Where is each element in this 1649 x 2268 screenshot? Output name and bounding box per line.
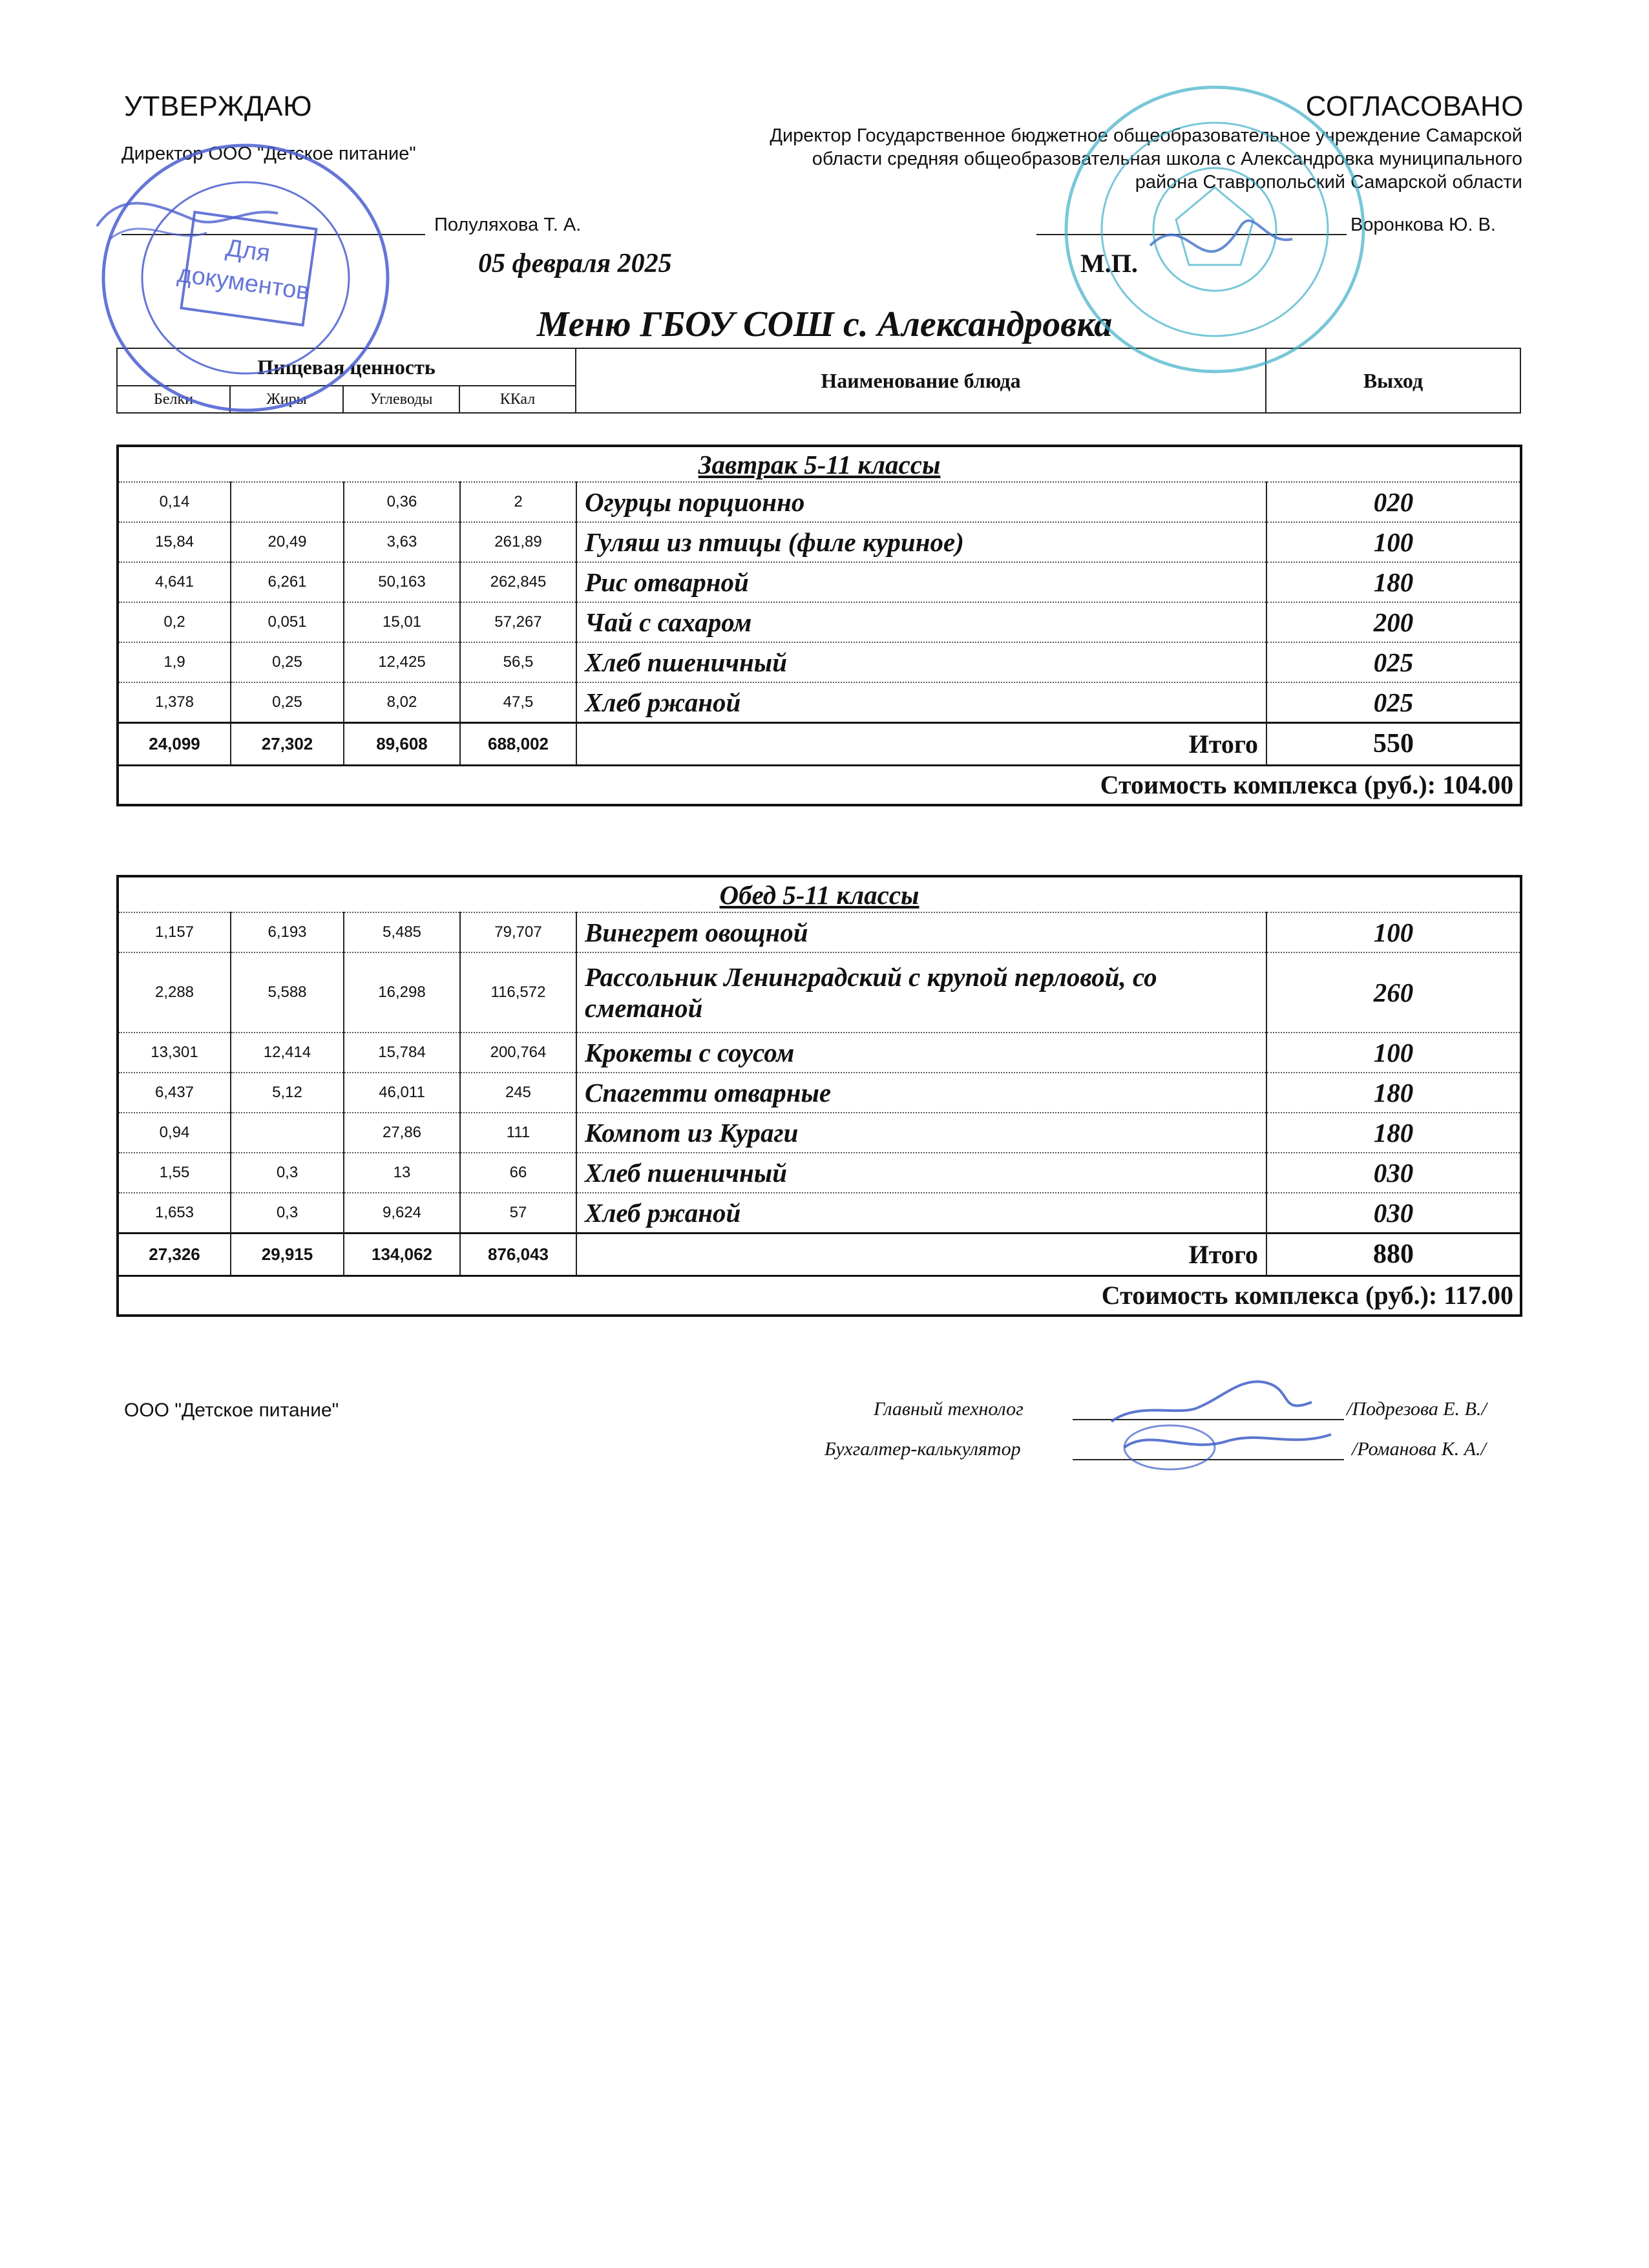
yield-cell: 020 [1266,482,1521,522]
yield-cell: 260 [1266,952,1521,1033]
proteins-cell: 15,84 [118,522,231,562]
table-row [118,562,1521,602]
carbs-cell: 16,298 [344,952,460,1033]
yield-cell: 200 [1266,602,1521,642]
proteins-cell: 6,437 [118,1073,231,1113]
table-row [118,1033,1521,1073]
table-row [118,482,1521,522]
agree-title: СОГЛАСОВАНО [1305,90,1524,122]
agree-role-line-3: района Ставропольский Самарской области [1135,172,1522,193]
fats-cell: 5,12 [231,1073,344,1113]
section-title: Обед 5-11 классы [118,876,1521,912]
total-yield: 550 [1266,722,1521,765]
dish-cell: Хлеб пшеничный [576,1153,1266,1193]
yield-cell: 030 [1266,1193,1521,1233]
total-carbs: 89,608 [344,722,460,765]
proteins-cell: 13,301 [118,1033,231,1073]
table-row [118,682,1521,722]
fats-cell: 6,193 [231,912,344,952]
table-row [118,1073,1521,1113]
yield-cell: 025 [1266,642,1521,682]
carbs-cell: 0,36 [344,482,460,522]
fats-cell: 6,261 [231,562,344,602]
kcal-cell: 245 [460,1073,576,1113]
fats-cell: 0,3 [231,1193,344,1233]
carbs-cell: 3,63 [344,522,460,562]
carbs-cell: 8,02 [344,682,460,722]
yield-cell: 180 [1266,1113,1521,1153]
kcal-cell: 79,707 [460,912,576,952]
proteins-cell: 1,378 [118,682,231,722]
table-row [118,952,1521,1033]
total-proteins: 27,326 [118,1233,231,1276]
approve-role: Директор ООО "Детское питание" [121,143,416,164]
carbs-cell: 46,011 [344,1073,460,1113]
agree-name: Воронкова Ю. В. [1350,215,1496,235]
fats-cell: 0,3 [231,1153,344,1193]
fats-cell: 20,49 [231,522,344,562]
kcal-cell: 56,5 [460,642,576,682]
fats-cell: 0,25 [231,642,344,682]
proteins-cell: 1,55 [118,1153,231,1193]
total-carbs: 134,062 [344,1233,460,1276]
fats-header: Жиры [230,386,343,413]
kcal-cell: 200,764 [460,1033,576,1073]
total-fats: 27,302 [231,722,344,765]
kcal-header: ККал [459,386,576,413]
table-row [118,912,1521,952]
dish-cell: Хлеб ржаной [576,682,1266,722]
yield-header: Выход [1266,348,1520,413]
approve-title: УТВЕРЖДАЮ [124,90,313,122]
proteins-cell: 1,9 [118,642,231,682]
menu-title: Меню ГБОУ СОШ с. Александровка [536,304,1113,344]
total-kcal: 688,002 [460,722,576,765]
total-row [118,722,1521,765]
total-kcal: 876,043 [460,1233,576,1276]
table-row [118,1153,1521,1193]
total-fats: 29,915 [231,1233,344,1276]
tech-name: /Подрезова Е. В./ [1347,1398,1487,1420]
yield-cell: 180 [1266,562,1521,602]
kcal-cell: 262,845 [460,562,576,602]
complex-cost: Стоимость комплекса (руб.): 104.00 [118,765,1521,805]
yield-cell: 100 [1266,522,1521,562]
dish-cell: Огурцы порционно [576,482,1266,522]
agree-role-line-2: области средняя общеобразовательная школа с Александровка муниципального [812,149,1522,169]
proteins-cell: 1,653 [118,1193,231,1233]
fats-cell: 5,588 [231,952,344,1033]
table-row [118,522,1521,562]
nutrition-header: Пищевая ценность [117,348,576,386]
carbs-cell: 15,01 [344,602,460,642]
dish-cell: Спагетти отварные [576,1073,1266,1113]
kcal-cell: 2 [460,482,576,522]
proteins-cell: 0,94 [118,1113,231,1153]
carbs-cell: 50,163 [344,562,460,602]
fats-cell [231,1113,344,1153]
dish-cell: Гуляш из птицы (филе куриное) [576,522,1266,562]
breakfast-table [116,445,1522,806]
dish-cell: Рис отварной [576,562,1266,602]
school-stamp [1047,78,1383,381]
svg-text:документов: документов [176,260,311,306]
total-proteins: 24,099 [118,722,231,765]
proteins-cell: 0,2 [118,602,231,642]
proteins-cell: 2,288 [118,952,231,1033]
fats-cell: 12,414 [231,1033,344,1073]
dish-cell: Чай с сахаром [576,602,1266,642]
dish-cell: Рассольник Ленинградский с крупой перловой, со сметаной [576,952,1266,1033]
tech-role: Главный технолог [874,1398,1024,1420]
fats-cell: 0,25 [231,682,344,722]
carbs-cell: 27,86 [344,1113,460,1153]
carbs-cell: 9,624 [344,1193,460,1233]
carbs-cell: 13 [344,1153,460,1193]
kcal-cell: 57,267 [460,602,576,642]
agree-role-line-1: Директор Государственное бюджетное общеобразовательное учреждение Самарской [770,125,1522,146]
document-date: 05 февраля 2025 [478,249,672,278]
signature-marks [1098,1363,1357,1473]
dish-cell: Винегрет овощной [576,912,1266,952]
lunch-table [116,875,1522,1317]
seal-place-label: М.П. [1080,249,1138,278]
complex-cost: Стоимость комплекса (руб.): 117.00 [118,1276,1521,1316]
yield-cell: 030 [1266,1153,1521,1193]
company-stamp [84,136,407,420]
acc-role: Бухгалтер-калькулятор [824,1438,1021,1460]
kcal-cell: 116,572 [460,952,576,1033]
carbs-cell: 15,784 [344,1033,460,1073]
kcal-cell: 111 [460,1113,576,1153]
proteins-cell: 4,641 [118,562,231,602]
carbs-cell: 12,425 [344,642,460,682]
table-row [118,1193,1521,1233]
dish-name-header: Наименование блюда [576,348,1266,413]
dish-cell: Компот из Кураги [576,1113,1266,1153]
dish-cell: Хлеб ржаной [576,1193,1266,1233]
carbs-cell: 5,485 [344,912,460,952]
kcal-cell: 47,5 [460,682,576,722]
table-row [118,602,1521,642]
proteins-cell: 0,14 [118,482,231,522]
proteins-cell: 1,157 [118,912,231,952]
acc-name: /Романова К. А./ [1352,1438,1486,1460]
section-title: Завтрак 5-11 классы [118,446,1521,482]
yield-cell: 100 [1266,1033,1521,1073]
total-label: Итого [576,722,1266,765]
kcal-cell: 261,89 [460,522,576,562]
kcal-cell: 66 [460,1153,576,1193]
total-row [118,1233,1521,1276]
footer-company: ООО "Детское питание" [124,1400,339,1421]
table-row [118,642,1521,682]
fats-cell: 0,051 [231,602,344,642]
approve-name: Полуляхова Т. А. [434,215,582,235]
dish-cell: Хлеб пшеничный [576,642,1266,682]
yield-cell: 025 [1266,682,1521,722]
dish-cell: Крокеты с соусом [576,1033,1266,1073]
yield-cell: 180 [1266,1073,1521,1113]
total-label: Итого [576,1233,1266,1276]
carbs-header: Углеводы [343,386,459,413]
table-row [118,1113,1521,1153]
fats-cell [231,482,344,522]
yield-cell: 100 [1266,912,1521,952]
svg-text:Для: Для [224,234,272,268]
proteins-header: Белки [117,386,230,413]
total-yield: 880 [1266,1233,1521,1276]
kcal-cell: 57 [460,1193,576,1233]
